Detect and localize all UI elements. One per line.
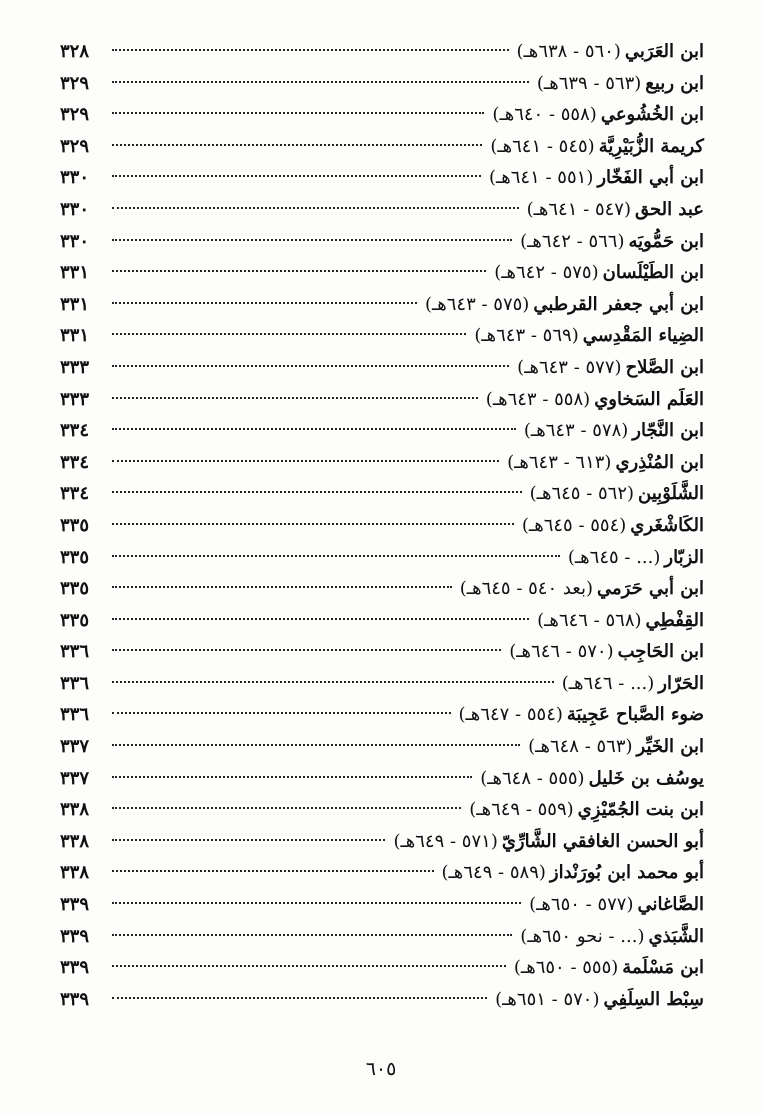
dot-leader	[112, 460, 499, 462]
dot-leader	[112, 902, 521, 904]
entry-dates: (٥٥٥ - ٦٤٨هـ)	[480, 767, 585, 789]
entry-name: ضوء الصَّباح عَجِيبَة	[566, 704, 704, 726]
entry-page-number: ٣٣٩	[60, 894, 90, 916]
dot-leader	[112, 934, 512, 936]
page-number: ٦٠٥	[365, 1058, 397, 1080]
toc-entry	[60, 573, 704, 605]
dot-leader	[112, 555, 560, 557]
toc-entry	[60, 857, 704, 889]
entry-page-number: ٣٣٨	[60, 862, 90, 884]
toc-entry	[60, 636, 704, 668]
entry-page-number: ٣٣٥	[60, 578, 90, 600]
entry-name: ابن ربيع	[645, 72, 704, 94]
toc-entry	[60, 699, 704, 731]
entry-dates: (٥٥٨ - ٦٤٠هـ)	[492, 104, 597, 126]
entry-name: ابن مَسْلَمة	[622, 957, 704, 979]
toc-entry	[60, 921, 704, 953]
entry-dates: (... - ٦٤٥هـ)	[567, 546, 661, 568]
toc-entry	[60, 68, 704, 100]
toc-entry	[60, 447, 704, 479]
entry-page-number: ٣٣١	[60, 325, 90, 347]
toc-entry	[60, 352, 704, 384]
toc-entry	[60, 131, 704, 163]
toc-entry	[60, 794, 704, 826]
entry-page-number: ٣٣٠	[60, 230, 90, 252]
entry-page-number: ٣٣٩	[60, 957, 90, 979]
toc-entry	[60, 889, 704, 921]
entry-dates: (٥٦٦ - ٦٤٢هـ)	[520, 230, 625, 252]
entry-page-number: ٣٣١	[60, 262, 90, 284]
entry-dates: (... - نحو ٦٥٠هـ)	[520, 925, 645, 947]
entry-page-number: ٣٣٩	[60, 988, 90, 1010]
entry-dates: (بعد ٥٤٠ - ٦٤٥هـ)	[459, 578, 594, 600]
entry-page-number: ٣٣٠	[60, 167, 90, 189]
dot-leader	[112, 207, 519, 209]
toc-entry	[60, 668, 704, 700]
entry-name: ابن الصَّلاح	[625, 356, 704, 378]
dot-leader	[112, 744, 520, 746]
entry-name: الضِياء المَقْدِسي	[582, 325, 704, 347]
dot-leader	[112, 49, 509, 51]
entry-name: العَلَم السَخاوي	[594, 388, 704, 410]
toc-entry	[60, 226, 704, 258]
entry-dates: (٥٦٣ - ٦٤٨هـ)	[528, 736, 633, 758]
entry-name: ابن المُنْذِري	[615, 451, 704, 473]
entry-dates: (٥٥١ - ٦٤١هـ)	[488, 167, 594, 189]
entry-page-number: ٣٢٩	[60, 104, 90, 126]
dot-leader	[112, 807, 461, 809]
toc-entry	[60, 731, 704, 763]
dot-leader	[112, 523, 514, 525]
dot-leader	[112, 302, 417, 304]
dot-leader	[112, 81, 529, 83]
dot-leader	[112, 997, 487, 999]
entry-page-number: ٣٣٥	[60, 609, 90, 631]
toc-entry	[60, 289, 704, 321]
dot-leader	[112, 776, 472, 778]
entry-dates: (٥٥٨ - ٦٤٣هـ)	[485, 388, 591, 410]
entry-name: الزبّار	[664, 546, 704, 568]
dot-leader	[112, 586, 452, 588]
entry-page-number: ٣٢٩	[60, 135, 90, 157]
dot-leader	[112, 428, 516, 430]
dot-leader	[112, 491, 522, 493]
entry-dates: (٥٤٧ - ٦٤١هـ)	[526, 198, 631, 220]
entry-dates: (٥٥٤ - ٦٤٥هـ)	[521, 514, 627, 536]
entry-dates: (٥٧٧ - ٦٤٣هـ)	[517, 356, 622, 378]
dot-leader	[112, 270, 486, 272]
entry-dates: (٥٧٨ - ٦٤٣هـ)	[523, 420, 629, 442]
entry-dates: (٥٦٨ - ٦٤٦هـ)	[537, 609, 642, 631]
dot-leader	[112, 112, 484, 114]
dot-leader	[112, 365, 509, 367]
entry-dates: (٥٧١ - ٦٤٩هـ)	[393, 830, 498, 852]
table-of-contents	[60, 36, 704, 1015]
toc-entry	[60, 478, 704, 510]
entry-page-number: ٣٣٦	[60, 641, 90, 663]
toc-entry	[60, 826, 704, 858]
entry-name: ابن الخَيِّر	[636, 736, 704, 758]
entry-dates: (٥٦٩ - ٦٤٣هـ)	[474, 325, 579, 347]
entry-dates: (٥٥٥ - ٦٥٠هـ)	[513, 957, 619, 979]
entry-name: ابن حَمُّويَه	[628, 230, 704, 252]
entry-page-number: ٣٢٩	[60, 72, 90, 94]
dot-leader	[112, 712, 451, 714]
entry-name: القِفْطِي	[645, 609, 704, 631]
toc-entry	[60, 99, 704, 131]
dot-leader	[112, 144, 482, 146]
entry-name: سِبْط السِلَفِي	[603, 988, 704, 1010]
toc-entry	[60, 984, 704, 1016]
toc-entry	[60, 384, 704, 416]
entry-dates: (٥٤٥ - ٦٤١هـ)	[490, 135, 595, 157]
toc-entry	[60, 763, 704, 795]
toc-entry	[60, 194, 704, 226]
entry-name: ابن الحَاجِب	[617, 641, 704, 663]
entry-dates: (٥٥٩ - ٦٤٩هـ)	[469, 799, 574, 821]
entry-page-number: ٣٣٨	[60, 830, 90, 852]
entry-dates: (٥٦٢ - ٦٤٥هـ)	[529, 483, 635, 505]
entry-name: الحَرّار	[658, 672, 704, 694]
entry-dates: (... - ٦٤٦هـ)	[561, 672, 655, 694]
entry-page-number: ٣٣٣	[60, 388, 90, 410]
toc-entry	[60, 320, 704, 352]
entry-name: ابن بنت الجُمّيْزِي	[577, 799, 704, 821]
dot-leader	[112, 175, 481, 177]
entry-page-number: ٣٣٤	[60, 483, 90, 505]
entry-page-number: ٣٣٦	[60, 672, 90, 694]
dot-leader	[112, 649, 501, 651]
entry-page-number: ٣٣٦	[60, 704, 90, 726]
entry-page-number: ٣٣٠	[60, 198, 90, 220]
entry-name: يوسُف بن خَليل	[588, 767, 704, 789]
entry-name: أبو محمد ابن بُورَنْداز	[549, 862, 704, 884]
entry-dates: (٦١٣ - ٦٤٣هـ)	[507, 451, 612, 473]
entry-name: كريمة الزُّبَيْرِيَّة	[598, 135, 704, 157]
dot-leader	[112, 239, 512, 241]
entry-dates: (٥٧٥ - ٦٤٣هـ)	[424, 293, 530, 315]
dot-leader	[112, 681, 554, 683]
entry-page-number: ٣٢٨	[60, 41, 90, 62]
toc-entry	[60, 510, 704, 542]
entry-page-number: ٣٣٨	[60, 799, 90, 821]
entry-name: أبو الحسن الغافقي الشَّارِّيّ	[501, 830, 704, 852]
entry-dates: (٥٨٩ - ٦٤٩هـ)	[441, 862, 546, 884]
dot-leader	[112, 965, 506, 967]
entry-name: ابن العَرَبي	[624, 41, 704, 62]
entry-name: ابن أبي حَرَمي	[597, 578, 704, 600]
toc-entry	[60, 36, 704, 68]
entry-page-number: ٣٣٧	[60, 767, 90, 789]
entry-dates: (٥٧٥ - ٦٤٢هـ)	[494, 262, 599, 284]
dot-leader	[112, 618, 529, 620]
toc-entry	[60, 415, 704, 447]
entry-name: ابن أبي الفَخّار	[597, 167, 704, 189]
entry-name: الشَّلَوْبِين	[638, 483, 704, 505]
entry-dates: (٥٦٠ - ٦٣٨هـ)	[516, 41, 621, 62]
toc-entry	[60, 542, 704, 574]
toc-entry	[60, 952, 704, 984]
entry-name: الكَاشْغَري	[630, 514, 704, 536]
toc-entry	[60, 162, 704, 194]
entry-page-number: ٣٣٣	[60, 356, 90, 378]
entry-name: الشَّبَذي	[648, 925, 704, 947]
entry-page-number: ٣٣٤	[60, 451, 90, 473]
entry-page-number: ٣٣١	[60, 293, 90, 315]
toc-entry	[60, 605, 704, 637]
entry-page-number: ٣٣٧	[60, 736, 90, 758]
entry-name: الصَّاغاني	[637, 894, 704, 916]
entry-dates: (٥٧٠ - ٦٥١هـ)	[495, 988, 600, 1010]
entry-dates: (٥٧٧ - ٦٥٠هـ)	[529, 894, 634, 916]
entry-name: ابن الخُشُوعي	[600, 104, 704, 126]
entry-name: ابن أبي جعفر القرطبي	[533, 293, 704, 315]
dot-leader	[112, 839, 385, 841]
toc-entry	[60, 257, 704, 289]
entry-dates: (٥٦٣ - ٦٣٩هـ)	[536, 72, 642, 94]
entry-page-number: ٣٣٥	[60, 546, 90, 568]
entry-name: عبد الحق	[634, 198, 704, 220]
entry-dates: (٥٧٠ - ٦٤٦هـ)	[509, 641, 614, 663]
entry-page-number: ٣٣٥	[60, 514, 90, 536]
dot-leader	[112, 870, 434, 872]
dot-leader	[112, 333, 466, 335]
entry-page-number: ٣٣٤	[60, 420, 90, 442]
entry-name: ابن النَّجّار	[632, 420, 704, 442]
dot-leader	[112, 397, 478, 399]
entry-page-number: ٣٣٩	[60, 925, 90, 947]
entry-name: ابن الطَيْلَسان	[602, 262, 704, 284]
entry-dates: (٥٥٤ - ٦٤٧هـ)	[458, 704, 563, 726]
